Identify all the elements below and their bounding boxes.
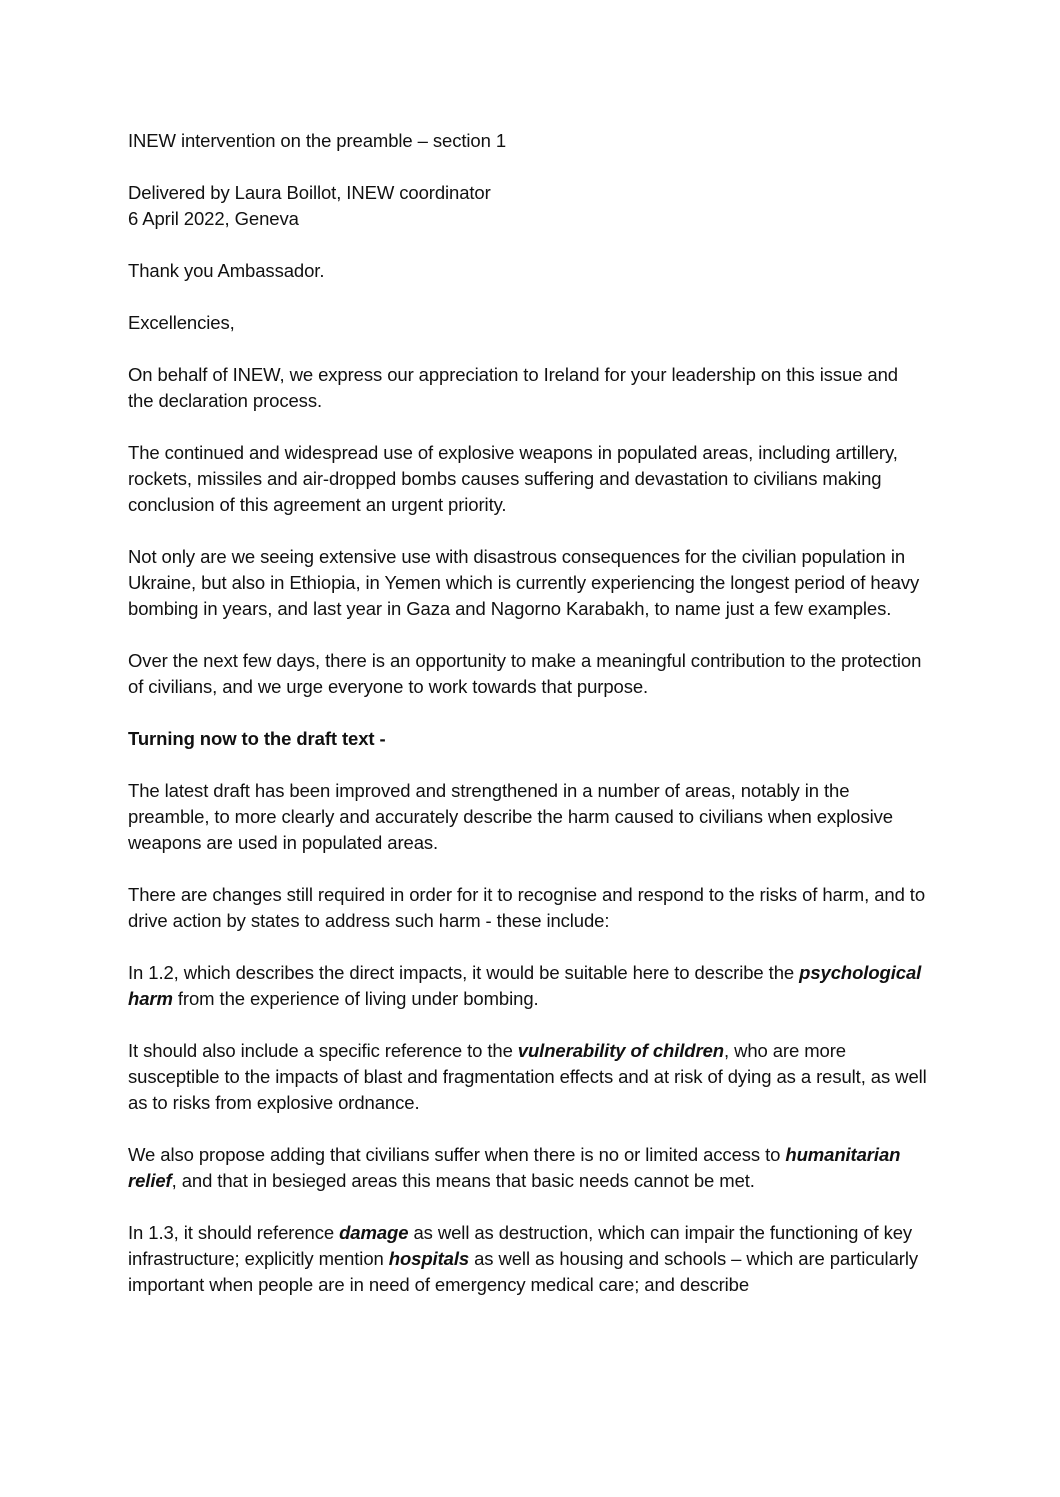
paragraph-children bbox=[128, 1038, 928, 1116]
text-run: We also propose adding that civilians suffer when there is no or limited access to bbox=[128, 1144, 786, 1165]
paragraph-excellencies: Excellencies, bbox=[128, 312, 235, 333]
paragraph-not-only: Not only are we seeing extensive use with disastrous consequences for the civilian population in Ukraine, but also in Ethiopia, in Yemen which is currently experiencing the longest period of heavy bombing in years, and last year in Gaza and Nagorno Karabakh, to name just a few examples. bbox=[128, 546, 920, 619]
text-run: In 1.2, which describes the direct impacts, it would be suitable here to describe the bbox=[128, 962, 800, 983]
text-run: In 1.3, it should reference bbox=[128, 1222, 340, 1243]
paragraph-changes-required: There are changes still required in order for it to recognise and respond to the risks of harm, and to drive action by states to address such harm - these include: bbox=[128, 884, 926, 931]
paragraph-continued-use: The continued and widespread use of explosive weapons in populated areas, including artillery, rockets, missiles and air-dropped bombs causes suffering and devastation to civilians making conclusion of this agreement an urgent priority. bbox=[128, 442, 898, 515]
delivered-by: Delivered by Laura Boillot, INEW coordinator bbox=[128, 182, 491, 203]
text-run: It should also include a specific reference to the bbox=[128, 1040, 518, 1061]
emphasis-damage: damage bbox=[339, 1222, 409, 1243]
emphasis-humanitarian-relief: humanitarian relief bbox=[128, 1144, 901, 1191]
text-run: , who are more susceptible to the impacts of blast and fragmentation effects and at risk of dying as a result, as well as to risks from explosive ordnance. bbox=[128, 1040, 927, 1113]
paragraph-over-next-days: Over the next few days, there is an opportunity to make a meaningful contribution to the protection of civilians, and we urge everyone to work towards that purpose. bbox=[128, 650, 922, 697]
text-run: as well as destruction, which can impair the functioning of key infrastructure; explicitly mention bbox=[128, 1222, 913, 1269]
emphasis-hospitals: hospitals bbox=[388, 1248, 470, 1269]
document-title: INEW intervention on the preamble – section 1 bbox=[128, 130, 507, 151]
text-run: as well as housing and schools – which are particularly important when people are in need of emergency medical care; and describe bbox=[128, 1248, 918, 1295]
text-run: from the experience of living under bombing. bbox=[172, 988, 539, 1009]
paragraph-humanitarian-relief bbox=[128, 1142, 928, 1194]
paragraph-section-1-2 bbox=[128, 960, 928, 1012]
emphasis-vulnerability-of-children: vulnerability of children bbox=[517, 1040, 724, 1061]
text-run: , and that in besieged areas this means that basic needs cannot be met. bbox=[171, 1170, 755, 1191]
heading-draft-text: Turning now to the draft text - bbox=[128, 728, 386, 749]
paragraph-behalf: On behalf of INEW, we express our appreciation to Ireland for your leadership on this issue and the declaration process. bbox=[128, 364, 898, 411]
emphasis-psychological-harm: psychological harm bbox=[128, 962, 922, 1009]
date-place: 6 April 2022, Geneva bbox=[128, 208, 299, 229]
paragraph-section-1-3 bbox=[128, 1220, 928, 1298]
paragraph-latest-draft: The latest draft has been improved and strengthened in a number of areas, notably in the preamble, to more clearly and accurately describe the harm caused to civilians when explosive weapons are used in populated areas. bbox=[128, 780, 893, 853]
paragraph-thanks: Thank you Ambassador. bbox=[128, 260, 325, 281]
document-body bbox=[128, 128, 928, 1324]
